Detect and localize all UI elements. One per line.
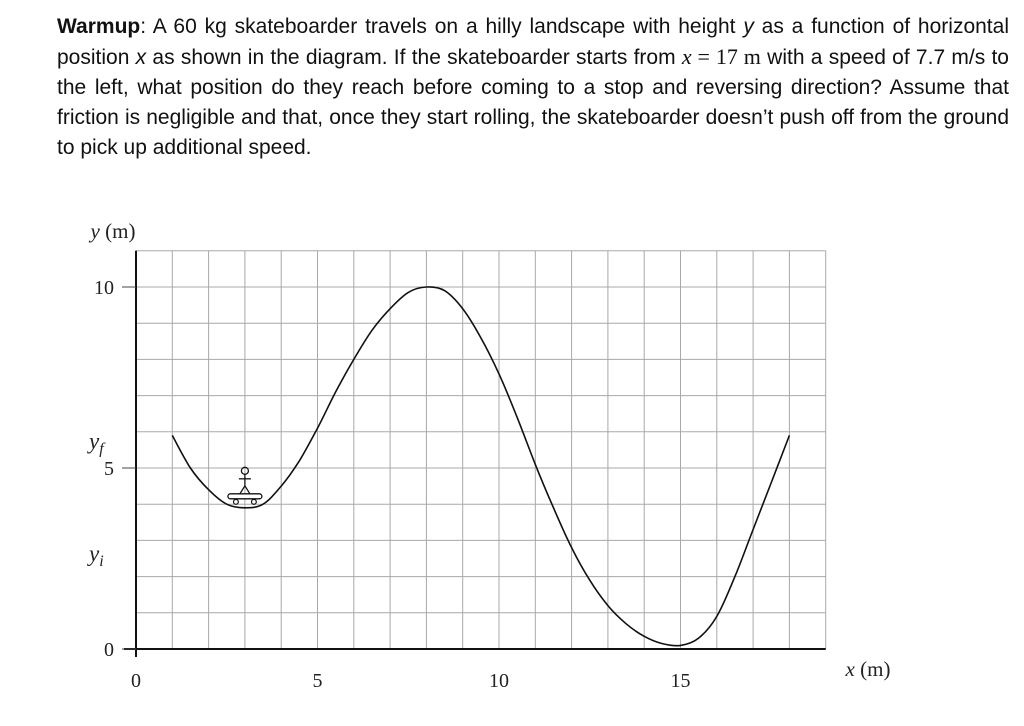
y-tick-label: 5 bbox=[104, 458, 114, 480]
x-tick-label: 0 bbox=[131, 670, 141, 692]
problem-text-2: as a function of horizontal position bbox=[57, 15, 1009, 69]
var-x: x bbox=[135, 46, 147, 69]
y-markers bbox=[87, 429, 106, 570]
y-axis-label: y (m) bbox=[90, 219, 136, 243]
landscape-curve bbox=[172, 287, 789, 646]
problem-text-3: as shown in the diagram. If the skateboarder starts from bbox=[146, 46, 682, 69]
x-axis-label: x (m) bbox=[845, 657, 891, 681]
skater-leg bbox=[240, 486, 245, 494]
problem-text-4: with a speed of 7.7 m/s to the left, what position do they reach before coming to a stop and reversing direction? Assume that friction is negligible and that, once they start rolling, the skateboarder doesn’t push off from the ground to pick up additional speed. bbox=[57, 46, 1009, 159]
x-tick-label: 5 bbox=[312, 670, 323, 692]
skateboard-wheel bbox=[234, 499, 239, 504]
problem-text-1: : A 60 kg skateboarder travels on a hilly landscape with height bbox=[140, 15, 744, 38]
y-tick-label: 10 bbox=[94, 277, 114, 299]
var-y: y bbox=[743, 15, 754, 38]
eq-var-x: x bbox=[681, 44, 692, 69]
ticks bbox=[94, 277, 691, 692]
y-tick-label: 0 bbox=[104, 639, 114, 661]
problem-label: Warmup bbox=[57, 15, 141, 38]
skateboard-deck bbox=[228, 494, 262, 499]
skater-leg bbox=[245, 486, 250, 494]
eq-rest: = 17 m bbox=[691, 44, 761, 69]
grid bbox=[136, 251, 826, 649]
axes bbox=[124, 251, 826, 657]
x-tick-label: 10 bbox=[489, 670, 509, 692]
x-tick-label: 15 bbox=[670, 670, 691, 692]
y-marker-label: $y_i$ bbox=[89, 540, 104, 570]
y-marker-label: $y_f$ bbox=[89, 428, 104, 458]
skateboard-wheel bbox=[252, 499, 257, 504]
